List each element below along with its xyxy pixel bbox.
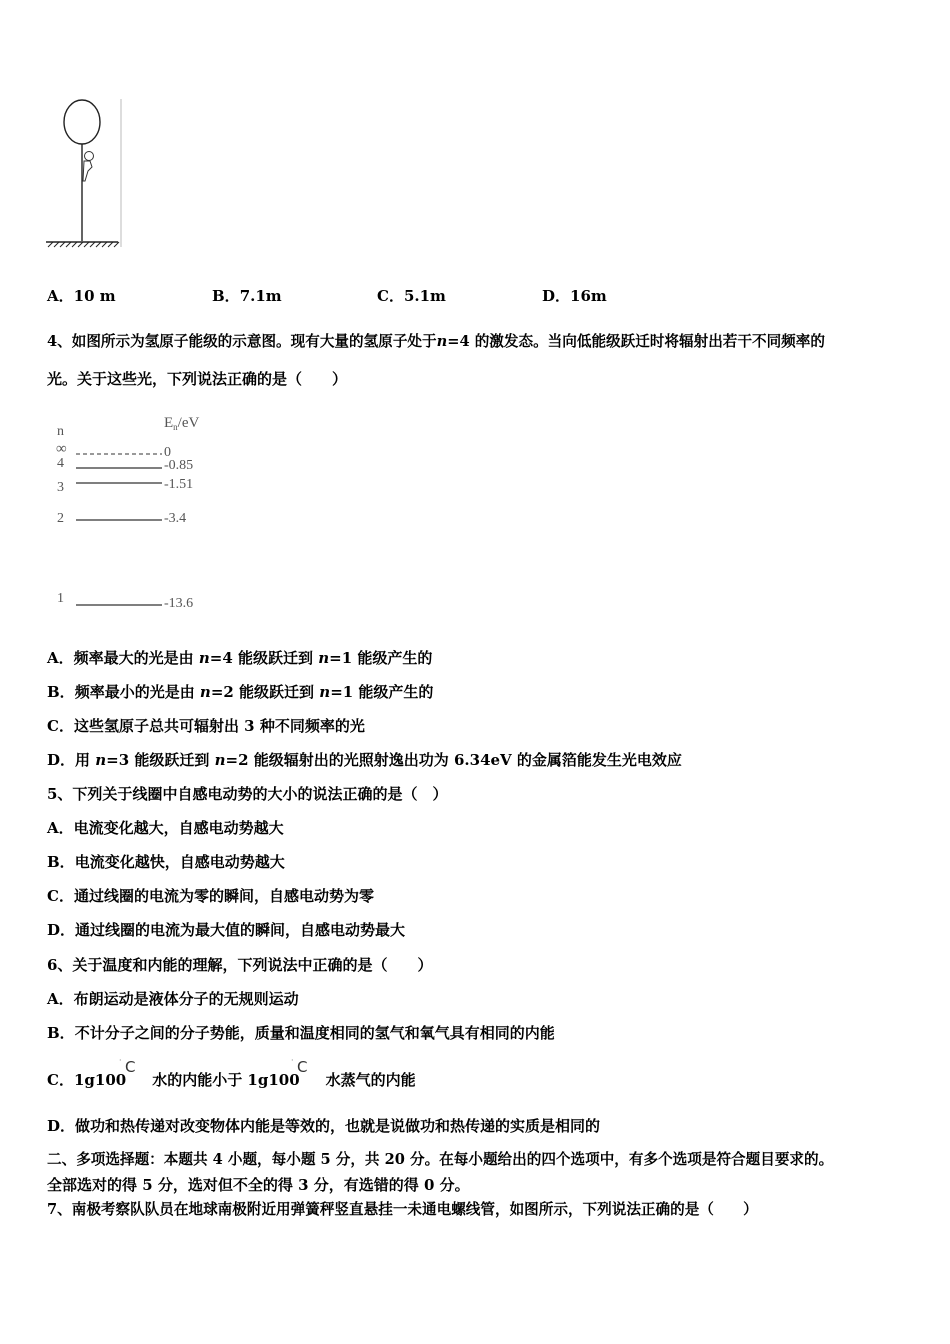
- degree-c-2: C: [297, 1058, 308, 1076]
- level-n-3: 3: [57, 480, 64, 495]
- ground-hatch: [48, 242, 119, 247]
- level-value-infinity: 0: [164, 445, 171, 460]
- q6-option-d: D．做功和热传递对改变物体内能是等效的，也就是说做功和热传递的实质是相同的: [47, 1117, 601, 1135]
- q6-option-a: A．布朗运动是液体分子的无规则运动: [47, 990, 299, 1008]
- q5-stem: 5、下列关于线圈中自感电动势的大小的说法正确的是（ ）: [47, 785, 448, 803]
- q6-option-c: C．1g100 水的内能小于 1g100 水蒸气的内能: [47, 1071, 416, 1089]
- q4-stem-line1: 4、如图所示为氢原子能级的示意图。现有大量的氢原子处于n=4 的激发态。当向低能级跃迁时将辐射出若干不同频率的: [47, 333, 825, 350]
- level-value-2: -3.4: [164, 511, 187, 526]
- level-value-1: -13.6: [164, 596, 194, 611]
- n-axis-label: n: [57, 424, 64, 439]
- degree-c-1: C: [125, 1058, 136, 1076]
- level-n-infinity: ∞: [56, 441, 67, 457]
- q4-option-b: B．频率最小的光是由 n=2 能级跃迁到 n=1 能级产生的: [47, 683, 434, 701]
- level-n-4: 4: [57, 456, 64, 471]
- q3-option-a: A．10 m: [47, 287, 116, 305]
- q4-stem-line2: 光。关于这些光，下列说法正确的是（ ）: [47, 370, 348, 388]
- q3-option-b: B．7.1m: [212, 287, 282, 305]
- level-n-2: 2: [57, 511, 64, 526]
- level-value-4: -0.85: [164, 458, 194, 473]
- energy-level-diagram: [50, 408, 220, 618]
- person-body-icon: [83, 161, 92, 181]
- energy-axis-label: $E_n/eV$: [164, 415, 200, 432]
- q3-option-d: D．16m: [542, 287, 607, 305]
- q6-stem: 6、关于温度和内能的理解，下列说法中正确的是（ ）: [47, 956, 433, 974]
- q5-option-b: B．电流变化越快，自感电动势越大: [47, 853, 285, 871]
- q5-option-a: A．电流变化越大，自感电动势越大: [47, 819, 284, 837]
- balloon-icon: [64, 100, 100, 144]
- section2-line2: 全部选对的得 5 分，选对但不全的得 3 分，有选错的得 0 分。: [47, 1176, 470, 1194]
- q5-option-c: C．通过线圈的电流为零的瞬间，自感电动势为零: [47, 887, 374, 905]
- q4-option-d: D．用 n=3 能级跃迁到 n=2 能级辐射出的光照射逸出功为 6.34eV 的金属箔能发生光电效应: [47, 751, 682, 769]
- q4-option-c: C．这些氢原子总共可辐射出 3 种不同频率的光: [47, 717, 365, 735]
- level-value-3: -1.51: [164, 477, 194, 492]
- person-head-icon: [85, 152, 94, 161]
- balloon-figure: [40, 95, 130, 255]
- q7-stem: 7、南极考察队队员在地球南极附近用弹簧秤竖直悬挂一未通电螺线管，如图所示，下列说法正确的是（ ）: [47, 1201, 758, 1218]
- degree-mark-1: ·: [119, 1056, 122, 1065]
- q5-option-d: D．通过线圈的电流为最大值的瞬间，自感电动势最大: [47, 921, 406, 939]
- degree-mark-2: ·: [291, 1056, 294, 1065]
- q3-option-c: C．5.1m: [377, 287, 446, 305]
- q4-option-a: A．频率最大的光是由 n=4 能级跃迁到 n=1 能级产生的: [47, 649, 433, 667]
- section2-line1: 二、多项选择题：本题共 4 小题，每小题 5 分，共 20 分。在每小题给出的四个选项中，有多个选项是符合题目要求的。: [47, 1151, 834, 1168]
- q6-option-b: B．不计分子之间的分子势能，质量和温度相同的氢气和氧气具有相同的内能: [47, 1024, 555, 1042]
- level-n-1: 1: [57, 591, 64, 606]
